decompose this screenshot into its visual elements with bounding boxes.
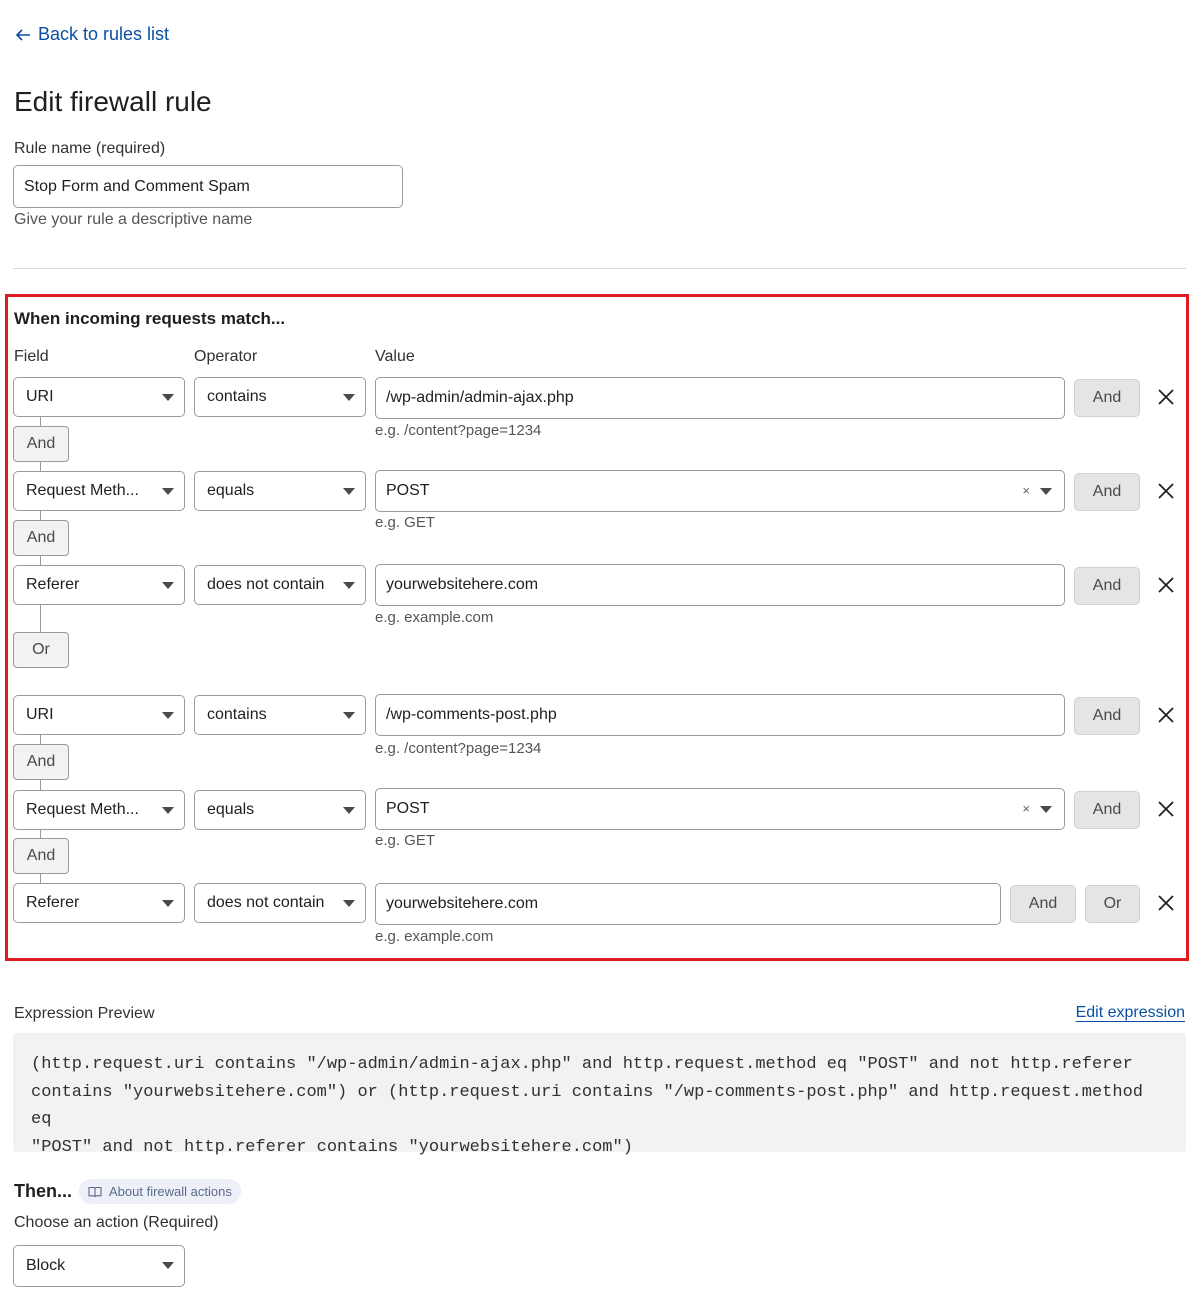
value-select-text: POST — [386, 800, 430, 817]
match-title: When incoming requests match... — [14, 309, 286, 328]
caret-down-icon — [162, 900, 174, 907]
close-icon[interactable] — [1156, 893, 1176, 913]
operator-select[interactable] — [194, 883, 366, 923]
page-title: Edit firewall rule — [14, 86, 212, 117]
action-label: Choose an action (Required) — [14, 1214, 219, 1231]
connector-and-button[interactable]: And — [13, 838, 69, 874]
expression-preview: (http.request.uri contains "/wp-admin/admin-ajax.php" and http.request.method eq "POST" and not http.referer contains "yourwebsitehere.com") or (http.request.uri contains "/wp-comments-post.php" and http.request.method eq "POST" and not http.referer contains "yourwebsitehere.com") — [13, 1033, 1186, 1152]
caret-down-icon — [343, 582, 355, 589]
connector-and-button[interactable]: And — [13, 426, 69, 462]
operator-select-value: contains — [207, 388, 267, 405]
field-select[interactable] — [13, 471, 185, 511]
close-icon[interactable] — [1156, 705, 1176, 725]
action-select-value: Block — [26, 1257, 66, 1274]
close-icon[interactable] — [1156, 481, 1176, 501]
caret-down-icon — [343, 712, 355, 719]
value-example: e.g. /content?page=1234 — [375, 422, 542, 439]
connector-line — [40, 780, 41, 790]
expression-preview-label: Expression Preview — [14, 1005, 155, 1022]
caret-down-icon — [162, 712, 174, 719]
connector-line — [40, 605, 41, 632]
value-input-text: yourwebsitehere.com — [386, 895, 539, 912]
back-link-label: Back to rules list — [38, 24, 170, 44]
add-and-button[interactable]: And — [1010, 885, 1076, 923]
operator-select[interactable] — [194, 377, 366, 417]
field-select-value: Request Meth... — [26, 482, 139, 499]
operator-select-value: contains — [207, 706, 267, 723]
connector-line — [40, 830, 41, 838]
add-and-button[interactable]: And — [1074, 567, 1140, 605]
close-icon[interactable] — [1156, 387, 1176, 407]
book-icon — [88, 1186, 102, 1198]
back-to-rules-link[interactable] — [14, 24, 169, 45]
field-select[interactable] — [13, 883, 185, 923]
clear-icon[interactable]: × — [1022, 801, 1030, 816]
add-and-button[interactable]: And — [1074, 379, 1140, 417]
value-column-label: Value — [375, 348, 415, 365]
caret-down-icon — [1040, 488, 1052, 495]
operator-select[interactable] — [194, 565, 366, 605]
rule-name-label: Rule name (required) — [14, 140, 166, 157]
add-and-button[interactable]: And — [1074, 697, 1140, 735]
value-example: e.g. GET — [375, 832, 436, 849]
value-input[interactable] — [375, 564, 1065, 606]
field-select-value: URI — [26, 388, 54, 405]
caret-down-icon — [343, 900, 355, 907]
operator-select-value: equals — [207, 801, 255, 818]
value-example: e.g. GET — [375, 514, 436, 531]
value-input[interactable] — [375, 883, 1001, 925]
value-input[interactable] — [375, 694, 1065, 736]
arrow-left-icon — [14, 26, 32, 44]
operator-select[interactable] — [194, 790, 366, 830]
connector-line — [40, 556, 41, 565]
field-select[interactable] — [13, 695, 185, 735]
field-select-value: Referer — [26, 576, 80, 593]
add-and-button[interactable]: And — [1074, 473, 1140, 511]
value-input-text: yourwebsitehere.com — [386, 576, 539, 593]
action-select[interactable] — [13, 1245, 185, 1287]
connector-line — [40, 462, 41, 471]
caret-down-icon — [162, 394, 174, 401]
field-select[interactable] — [13, 565, 185, 605]
rule-name-input[interactable] — [13, 165, 403, 208]
caret-down-icon — [343, 807, 355, 814]
about-firewall-actions-link[interactable] — [79, 1179, 241, 1204]
value-example: e.g. /content?page=1234 — [375, 740, 542, 757]
operator-select-value: equals — [207, 482, 255, 499]
field-select[interactable] — [13, 790, 185, 830]
value-input[interactable] — [375, 377, 1065, 419]
connector-and-button[interactable]: And — [13, 744, 69, 780]
caret-down-icon — [162, 582, 174, 589]
connector-line — [40, 874, 41, 883]
edit-expression-link[interactable]: Edit expression — [1075, 1004, 1185, 1021]
clear-icon[interactable]: × — [1022, 483, 1030, 498]
caret-down-icon — [1040, 806, 1052, 813]
rule-name-help: Give your rule a descriptive name — [14, 211, 253, 228]
value-input-text: /wp-admin/admin-ajax.php — [386, 389, 574, 406]
about-link-label: About firewall actions — [109, 1184, 232, 1199]
add-and-button[interactable]: And — [1074, 791, 1140, 829]
caret-down-icon — [162, 1262, 174, 1269]
operator-select-value: does not contain — [207, 576, 325, 593]
caret-down-icon — [343, 488, 355, 495]
operator-column-label: Operator — [194, 348, 258, 365]
value-example: e.g. example.com — [375, 609, 494, 626]
value-example: e.g. example.com — [375, 928, 494, 945]
value-select[interactable] — [375, 470, 1065, 512]
add-or-button[interactable]: Or — [1085, 885, 1140, 923]
operator-select[interactable] — [194, 471, 366, 511]
close-icon[interactable] — [1156, 799, 1176, 819]
field-select-value: URI — [26, 706, 54, 723]
value-select[interactable] — [375, 788, 1065, 830]
value-input-text: /wp-comments-post.php — [386, 706, 557, 723]
connector-line — [40, 735, 41, 744]
close-icon[interactable] — [1156, 575, 1176, 595]
field-select-value: Request Meth... — [26, 801, 139, 818]
field-select-value: Referer — [26, 894, 80, 911]
field-select[interactable] — [13, 377, 185, 417]
value-select-text: POST — [386, 482, 430, 499]
caret-down-icon — [343, 394, 355, 401]
caret-down-icon — [162, 807, 174, 814]
connector-line — [40, 511, 41, 520]
connector-and-button[interactable]: And — [13, 520, 69, 556]
connector-or-button[interactable]: Or — [13, 632, 69, 668]
divider — [13, 268, 1186, 269]
operator-select-value: does not contain — [207, 894, 325, 911]
operator-select[interactable] — [194, 695, 366, 735]
field-column-label: Field — [14, 348, 49, 365]
caret-down-icon — [162, 488, 174, 495]
then-label: Then... — [14, 1181, 72, 1201]
